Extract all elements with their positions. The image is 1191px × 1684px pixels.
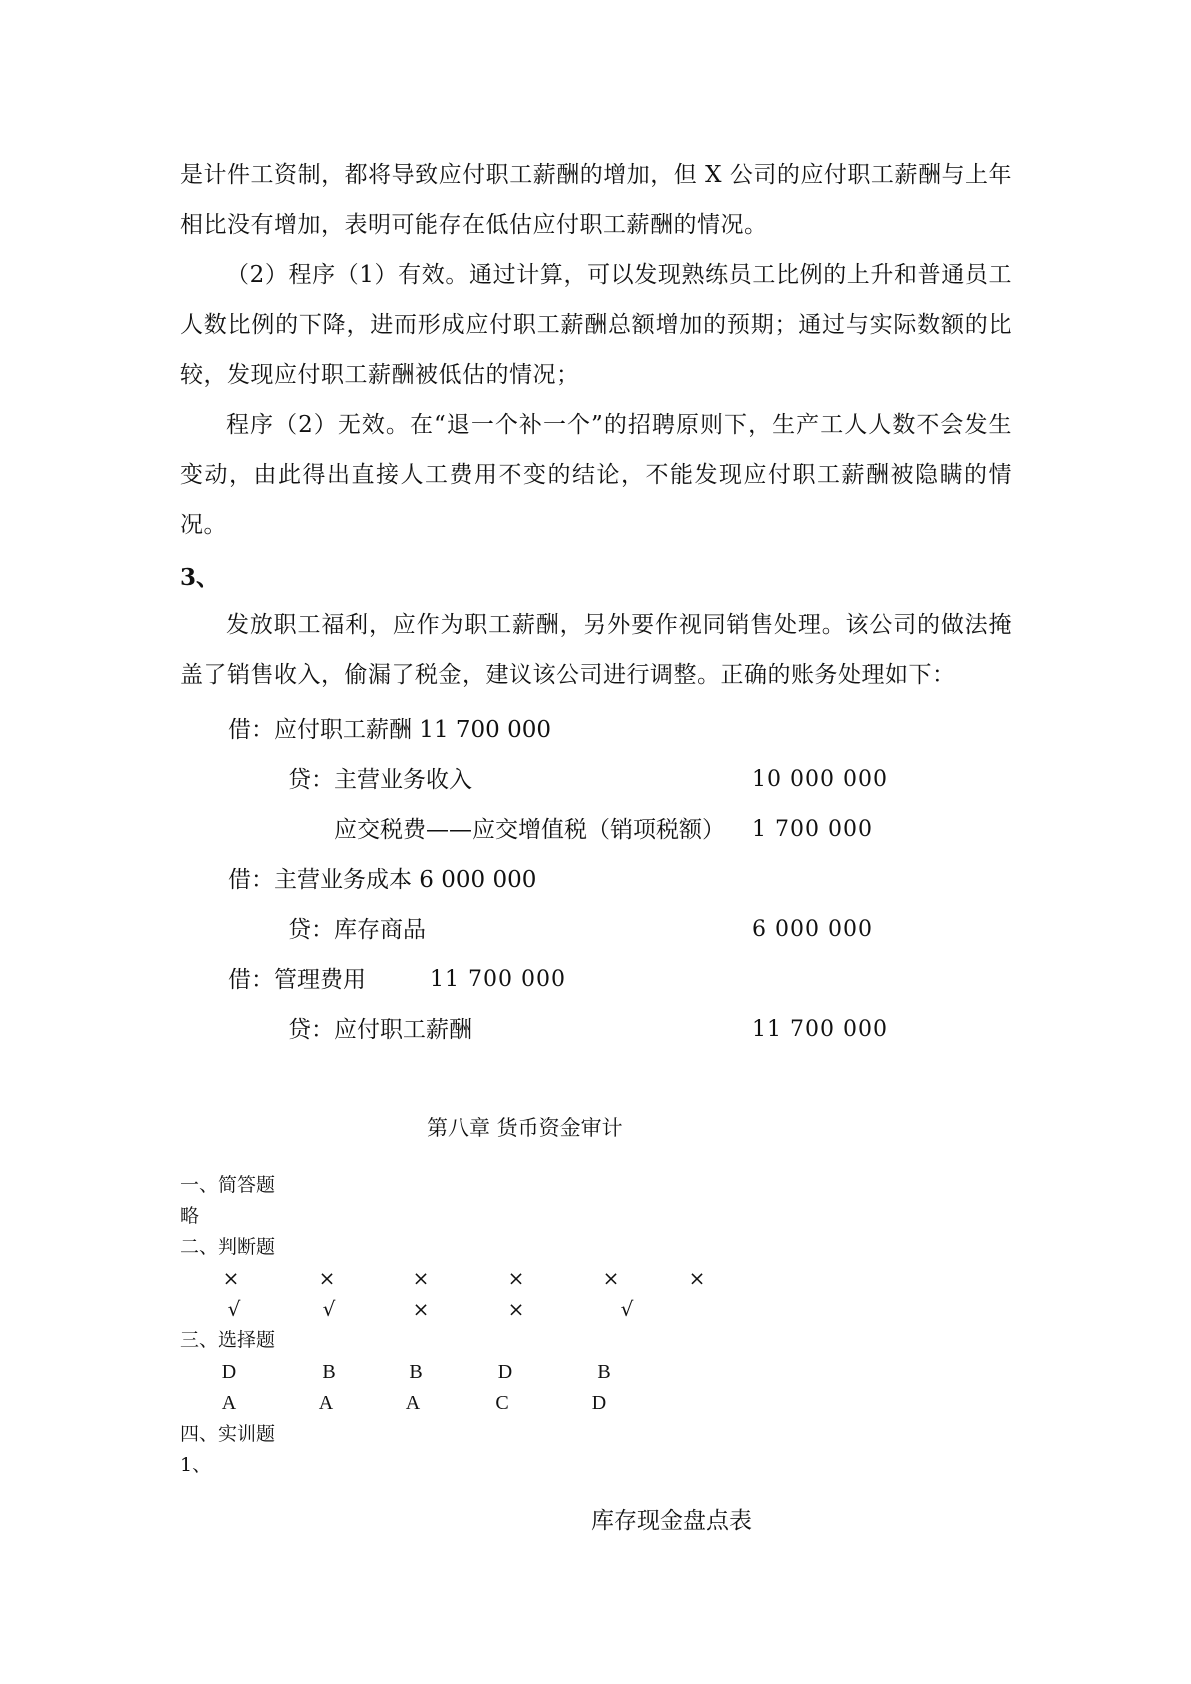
question-4-item: 1、: [180, 1454, 212, 1476]
journal-entry-debit-admin: 借：管理费用: [228, 967, 366, 993]
judgment-mark: √: [227, 1297, 241, 1321]
table-title: 库存现金盘点表: [591, 1508, 752, 1534]
section-3-heading: 3、: [180, 564, 220, 591]
judgment-mark: ×: [688, 1266, 706, 1290]
judgment-mark: √: [322, 1297, 336, 1321]
journal-entry-credit-inventory: 贷：库存商品: [288, 917, 426, 943]
journal-amount-revenue: 10 000 000: [752, 767, 888, 792]
judgment-mark: ×: [507, 1297, 525, 1321]
choice-answer: A: [405, 1392, 421, 1414]
judgment-mark: ×: [222, 1266, 240, 1290]
choice-answer: D: [221, 1361, 237, 1383]
paragraph-payroll-increase: 是计件工资制，都将导致应付职工薪酬的增加，但 X 公司的应付职工薪酬与上年相比没有增加，表明可能存在低估应付职工薪酬的情况。: [180, 162, 1012, 238]
choice-answer: C: [495, 1392, 509, 1414]
journal-entry-credit-payroll: 贷：应付职工薪酬: [288, 1017, 472, 1043]
question-1-answer: 略: [180, 1205, 200, 1227]
judgment-mark: ×: [412, 1266, 430, 1290]
choice-answer: B: [409, 1361, 423, 1383]
choice-answer: B: [322, 1361, 336, 1383]
journal-entry-credit-vat: 应交税费——应交增值税（销项税额）: [334, 817, 725, 843]
choice-answer: D: [497, 1361, 513, 1383]
journal-entry-credit-revenue: 贷：主营业务收入: [288, 767, 472, 793]
judgment-mark: ×: [507, 1266, 525, 1290]
choice-answer: A: [318, 1392, 334, 1414]
paragraph-procedure-1: （2）程序（1）有效。通过计算，可以发现熟练员工比例的上升和普通员工人数比例的下降，进而形成应付职工薪酬总额增加的预期；通过与实际数额的比较，发现应付职工薪酬被低估的情况；: [180, 262, 1012, 388]
journal-amount-inventory: 6 000 000: [752, 917, 873, 942]
judgment-mark: ×: [602, 1266, 620, 1290]
choice-answer: B: [597, 1361, 611, 1383]
question-4-heading: 四、实训题: [180, 1423, 276, 1445]
chapter-title: 第八章 货币资金审计: [427, 1116, 623, 1140]
choice-answer: D: [591, 1392, 607, 1414]
journal-amount-payroll: 11 700 000: [752, 1017, 888, 1042]
question-1-heading: 一、简答题: [180, 1174, 276, 1196]
journal-amount-admin: 11 700 000: [430, 967, 566, 992]
journal-amount-vat: 1 700 000: [752, 817, 873, 842]
judgment-mark: √: [620, 1297, 634, 1321]
question-3-heading: 三、选择题: [180, 1329, 276, 1351]
journal-entry-debit-cost: 借：主营业务成本 6 000 000: [228, 867, 537, 893]
choice-answer: A: [221, 1392, 237, 1414]
question-2-heading: 二、判断题: [180, 1236, 276, 1258]
journal-entry-debit-payroll: 借：应付职工薪酬 11 700 000: [228, 717, 551, 743]
judgment-mark: ×: [318, 1266, 336, 1290]
paragraph-welfare: 发放职工福利，应作为职工薪酬，另外要作视同销售处理。该公司的做法掩盖了销售收入，偷漏了税金，建议该公司进行调整。正确的账务处理如下：: [180, 612, 1012, 688]
paragraph-procedure-2: 程序（2）无效。在“退一个补一个”的招聘原则下，生产工人人数不会发生变动，由此得出直接人工费用不变的结论，不能发现应付职工薪酬被隐瞒的情况。: [180, 412, 1012, 538]
judgment-mark: ×: [412, 1297, 430, 1321]
